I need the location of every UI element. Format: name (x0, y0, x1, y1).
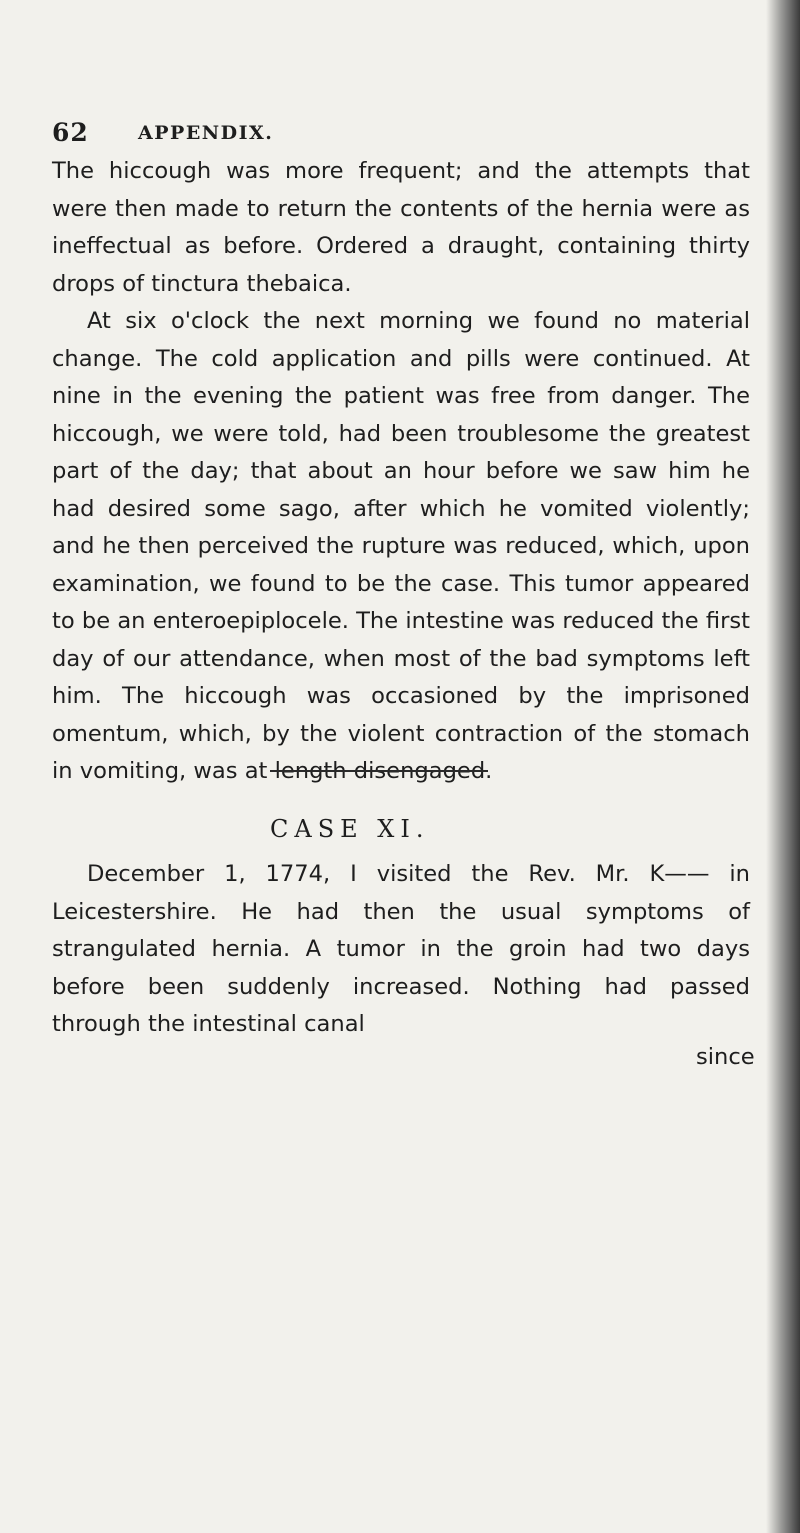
page-header (52, 118, 572, 158)
running-head: APPENDIX. (138, 122, 274, 144)
paragraph: At six o'clock the next morning we found no material change. The cold application and pills were continued. At nine in the evening the patient was free from danger. The hiccough, we were told, had been troublesome the greatest part of the day; that about an hour before we saw him he had desired some sago, after which he vomited violently; and he then perceived the rupture was reduced, which, upon examination, we found to be the case. This tumor appeared to be an enteroepiplocele. The intestine was reduced the first day of our attendance, when most of the bad symptoms left him. The hiccough was occasioned by the imprisoned omentum, which, by the violent contraction of the stomach in vomiting, was at length disengaged. (52, 308, 750, 784)
body-text-block (52, 153, 750, 791)
section-divider (270, 770, 488, 772)
case-paragraph: December 1, 1774, I visited the Rev. Mr. K—— in Leicestershire. He had then the usual symptoms of strangulated hernia. A tumor in the groin had two days before been suddenly increased. Nothing had passed through the intestinal canal (52, 861, 750, 1037)
case-heading: CASE XI. (270, 815, 430, 843)
case-text-block (52, 856, 750, 1044)
catchword: since (696, 1044, 755, 1070)
paragraph: The hiccough was more frequent; and the attempts that were then made to return the contents of the hernia were as ineffectual as before. Ordered a draught, containing thirty drops of tinctura thebaica. (52, 158, 750, 297)
page-edge-shadow (766, 0, 800, 1533)
page-number: 62 (52, 118, 89, 147)
